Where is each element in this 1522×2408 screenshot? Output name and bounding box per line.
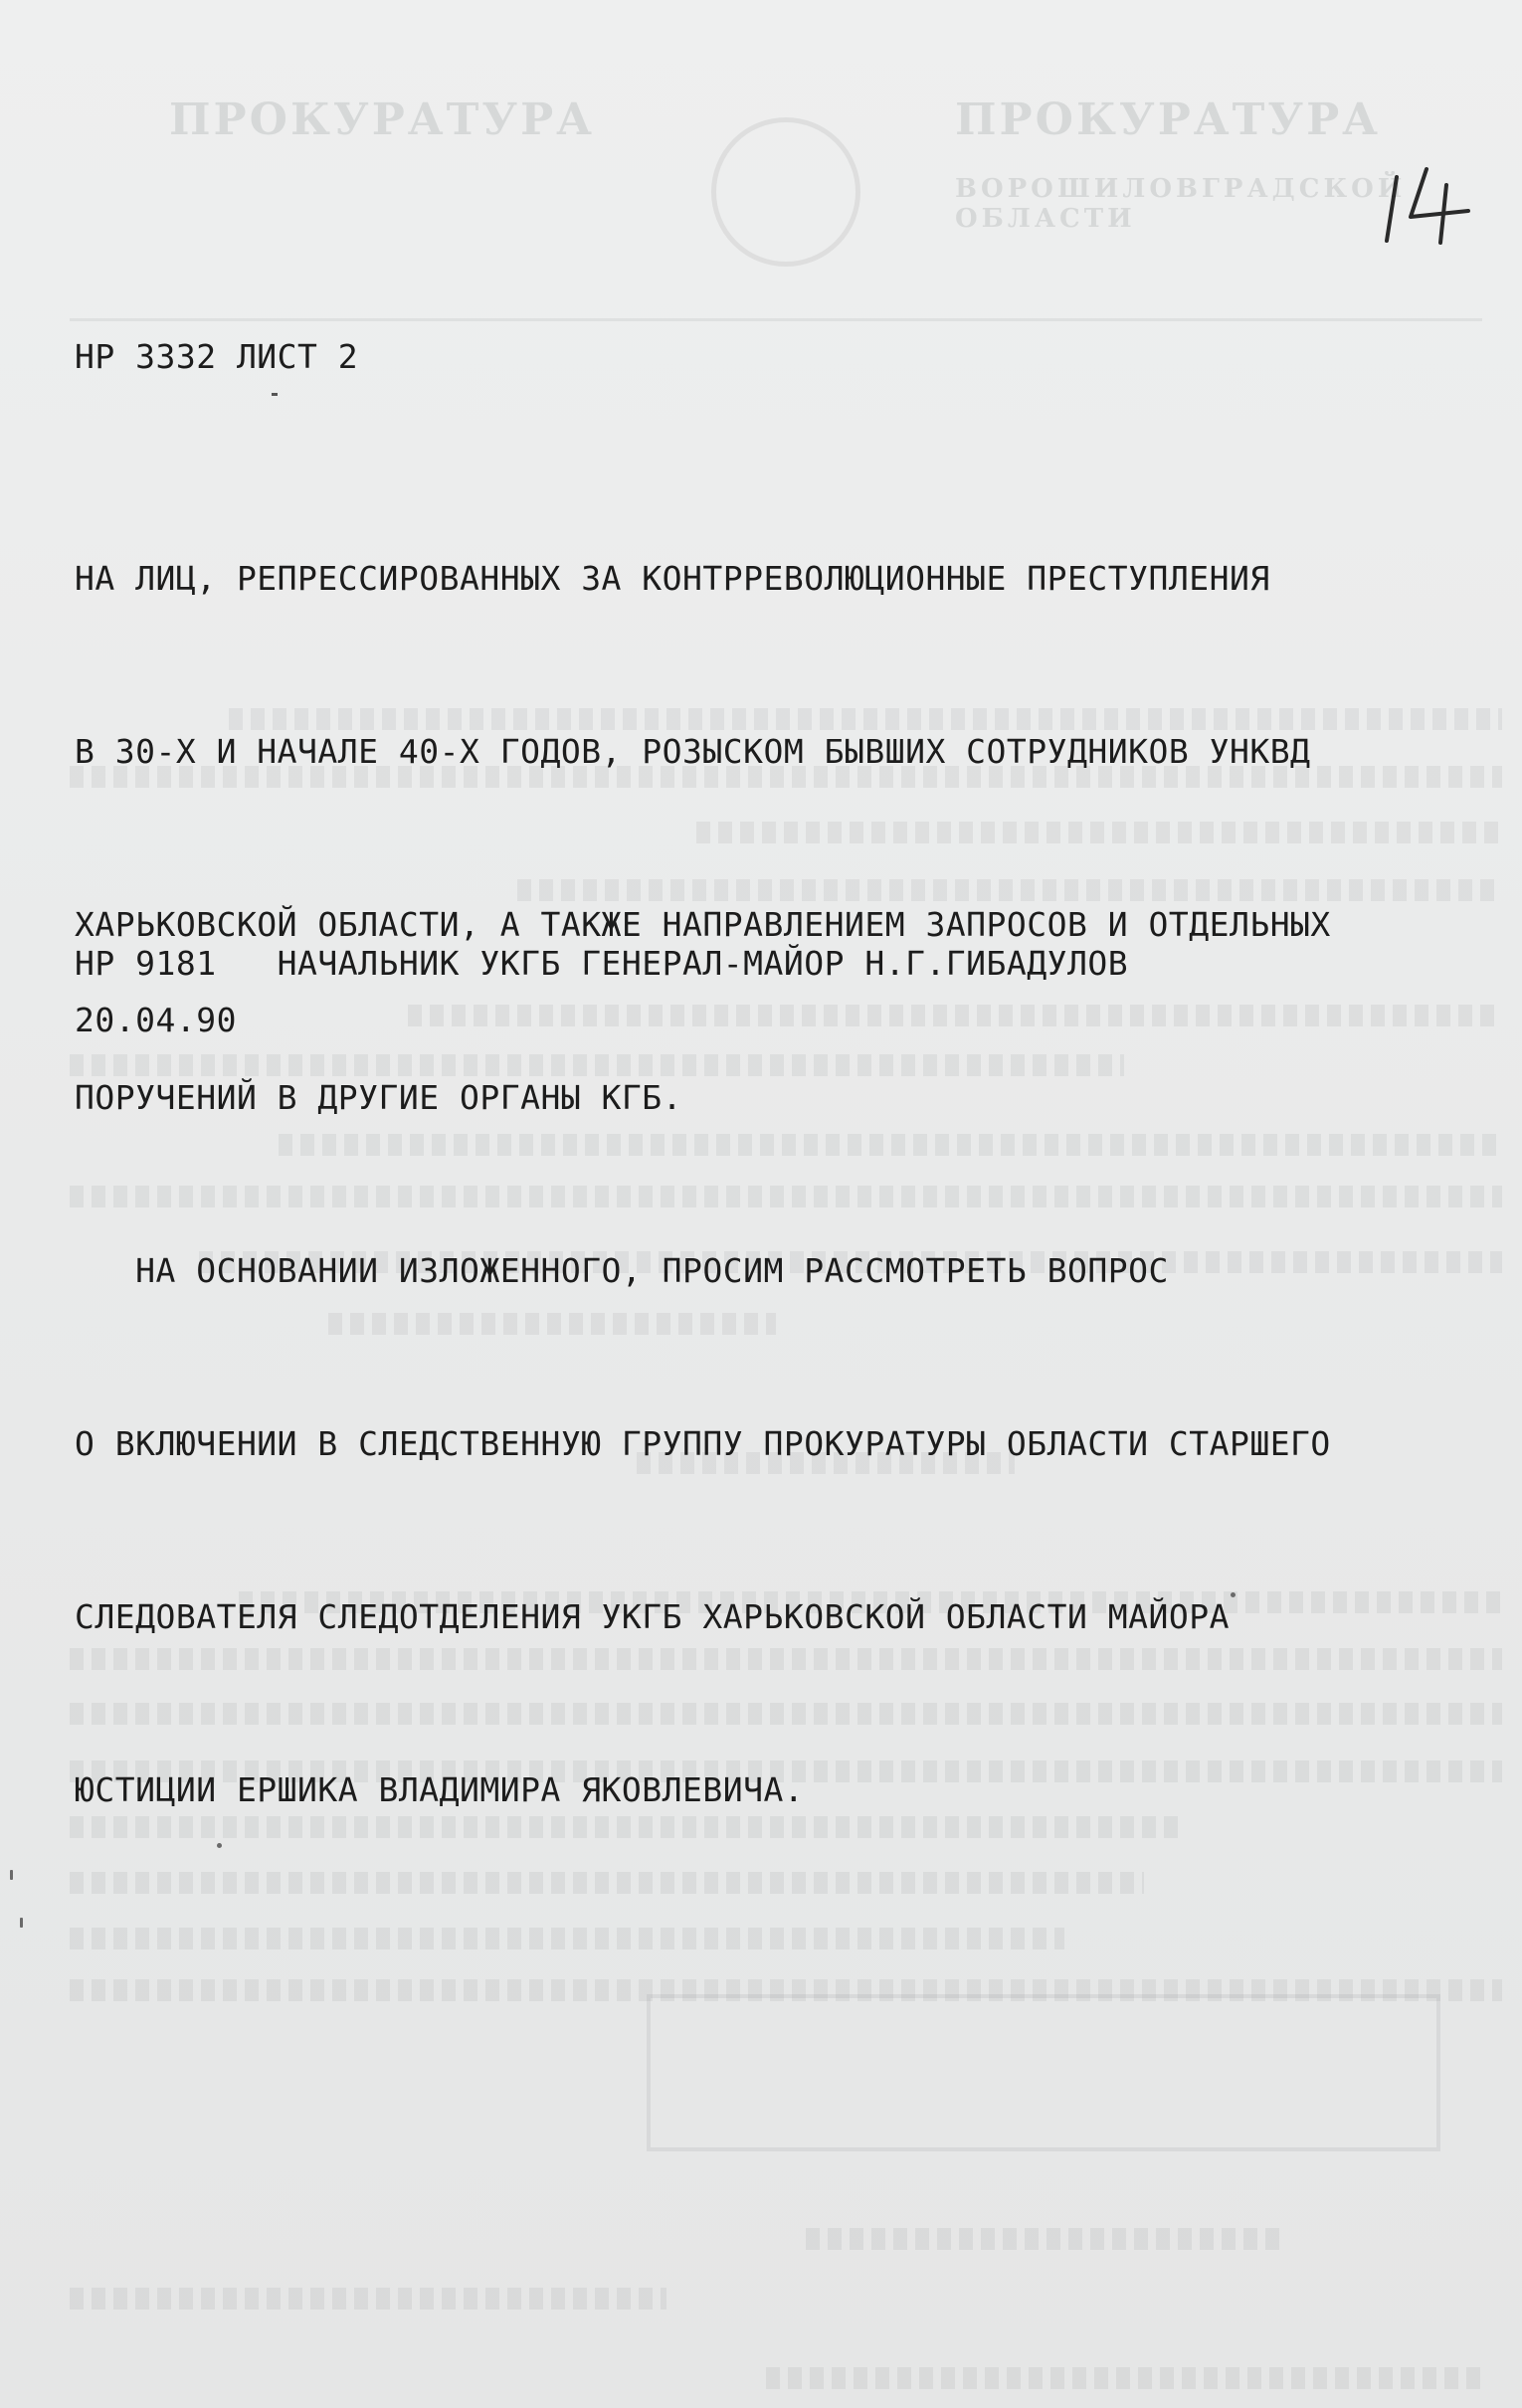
body-line: НА ЛИЦ, РЕПРЕССИРОВАННЫХ ЗА КОНТРРЕВОЛЮЦИОННЫЕ ПРЕСТУПЛЕНИЯ xyxy=(75,559,1270,598)
ghost-heading-right: ПРОКУРАТУРА xyxy=(955,94,1381,145)
body-line: ЮСТИЦИИ ЕРШИКА ВЛАДИМИРА ЯКОВЛЕВИЧА. xyxy=(75,1770,805,1809)
speck xyxy=(20,1918,23,1928)
ghost-rule xyxy=(70,318,1482,321)
handwritten-page-number xyxy=(1383,159,1492,249)
ghost-subheading: ВОРОШИЛОВГРАДСКОЙ ОБЛАСТИ xyxy=(955,174,1407,234)
speck xyxy=(1231,1592,1236,1597)
ink-mark xyxy=(272,393,278,396)
ghost-text-block xyxy=(806,2228,1283,2250)
ghost-seal-emblem xyxy=(711,117,860,267)
document-body xyxy=(75,435,1331,1935)
ghost-text-block xyxy=(70,2288,666,2310)
speck xyxy=(10,1870,13,1880)
ghost-stamp-box xyxy=(647,1994,1440,2151)
body-line: О ВКЛЮЧЕНИИ В СЛЕДСТВЕННУЮ ГРУППУ ПРОКУРАТУРЫ ОБЛАСТИ СТАРШЕГО xyxy=(75,1424,1331,1463)
body-line: ПОРУЧЕНИЙ В ДРУГИЕ ОРГАНЫ КГБ. xyxy=(75,1078,683,1117)
speck xyxy=(217,1843,222,1848)
date-line: 20.04.90 xyxy=(75,1001,237,1039)
ghost-text-block xyxy=(766,2367,1482,2389)
body-line: В 30-Х И НАЧАЛЕ 40-Х ГОДОВ, РОЗЫСКОМ БЫВШИХ СОТРУДНИКОВ УНКВД xyxy=(75,732,1311,771)
body-line: ХАРЬКОВСКОЙ ОБЛАСТИ, А ТАКЖЕ НАПРАВЛЕНИЕМ ЗАПРОСОВ И ОТДЕЛЬНЫХ xyxy=(75,905,1331,944)
document-header-line: НР 3332 ЛИСТ 2 xyxy=(75,337,359,376)
signature-line: НР 9181 НАЧАЛЬНИК УКГБ ГЕНЕРАЛ-МАЙОР Н.Г.ГИБАДУЛОВ xyxy=(75,944,1129,983)
body-line: НА ОСНОВАНИИ ИЗЛОЖЕННОГО, ПРОСИМ РАССМОТРЕТЬ ВОПРОС xyxy=(75,1251,1169,1290)
body-line: СЛЕДОВАТЕЛЯ СЛЕДОТДЕЛЕНИЯ УКГБ ХАРЬКОВСКОЙ ОБЛАСТИ МАЙОРА xyxy=(75,1597,1230,1636)
ghost-heading-left: ПРОКУРАТУРА xyxy=(169,94,595,145)
